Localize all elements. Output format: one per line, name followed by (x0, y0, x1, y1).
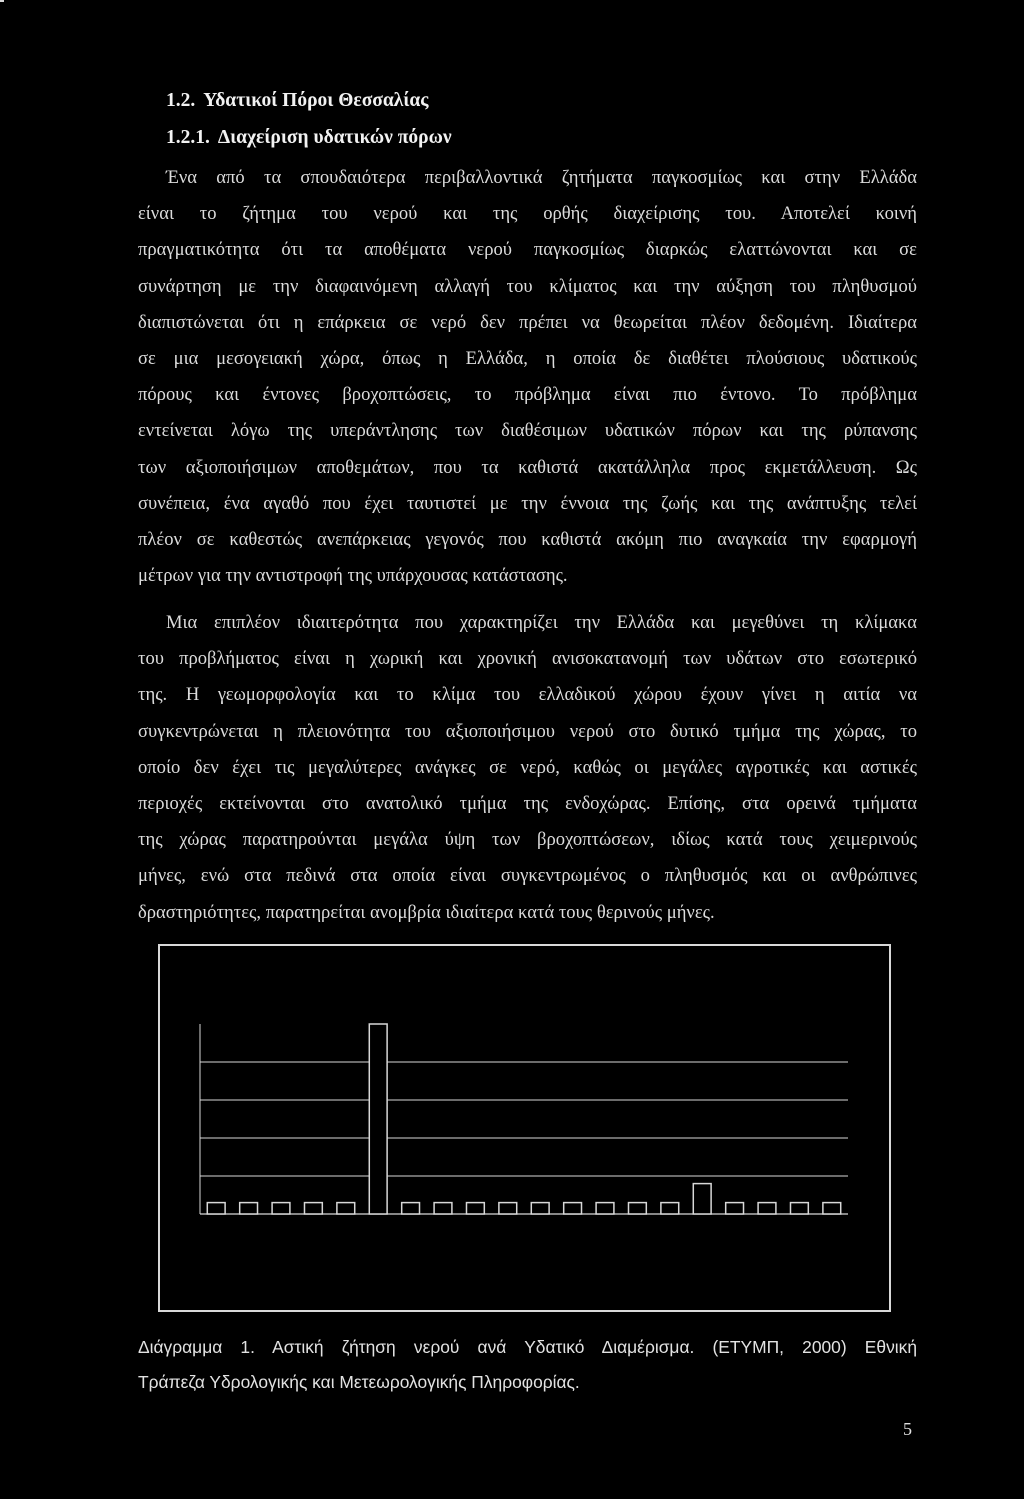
caption-line: Διάγραμμα 1. Αστική ζήτηση νερού ανά Υδατικό Διαμέρισμα. (ΕΤΥΜΠ, 2000) Εθνική (138, 1337, 917, 1357)
chart-bar (790, 1203, 808, 1214)
text-line: εντείνεται λόγω της υπεράντλησης των διαθέσιμων υδατικών πόρων και της ρύπανσης (138, 420, 917, 442)
chart-bar (661, 1203, 679, 1214)
text-line: είναι το ζήτημα του νερού και της ορθής διαχείρισης του. Αποτελεί κοινή (138, 203, 917, 225)
chart-bar (693, 1184, 711, 1214)
subsection-title: Διαχείριση υδατικών πόρων (217, 127, 452, 148)
text-line: μέτρων για την αντιστροφή της υπάρχουσας κατάστασης. (138, 565, 568, 587)
chart-bar (596, 1203, 614, 1214)
chart-bar (272, 1203, 290, 1214)
chart-svg (158, 944, 891, 1312)
text-line: συνέπεια, ένα αγαθό που έχει ταυτιστεί με την έννοια της ζωής και της ανάπτυξης τελεί (138, 492, 917, 514)
text-line: διαπιστώνεται ότι η επάρκεια σε νερό δεν πρέπει να θεωρείται πλέον δεδομένη. Ιδιαίτερα (138, 311, 917, 333)
page-number: 5 (903, 1419, 912, 1439)
chart-bar (304, 1203, 322, 1214)
section-heading (166, 90, 429, 112)
chart-bar (726, 1203, 744, 1214)
chart-bar (499, 1203, 517, 1214)
text-line: της. Η γεωμορφολογία και το κλίμα του ελλαδικού χώρου έχουν γίνει η αιτία να (138, 684, 917, 706)
water-demand-chart (158, 944, 891, 1312)
chart-bar (207, 1203, 225, 1214)
chart-bar (369, 1024, 387, 1214)
text-line: πραγματικότητα ότι τα αποθέματα νερού παγκοσμίως διαρκώς ελαττώνονται και σε (138, 239, 917, 261)
text-line: Ένα από τα σπουδαιότερα περιβαλλοντικά ζητήματα παγκοσμίως και στην Ελλάδα (166, 167, 917, 188)
chart-bar (823, 1203, 841, 1214)
text-line: Μια επιπλέον ιδιαιτερότητα που χαρακτηρίζει την Ελλάδα και μεγεθύνει τη κλίμακα (166, 612, 917, 633)
paragraph-1 (138, 160, 917, 594)
caption-line: Τράπεζα Υδρολογικής και Μετεωρολογικής Πληροφορίας. (138, 1372, 580, 1392)
text-line: σε μια μεσογειακή χώρα, όπως η Ελλάδα, η οποία δε διαθέτει πλούσιους υδατικούς (138, 347, 917, 369)
subsection-number: 1.2.1. (166, 127, 210, 148)
chart-bar (758, 1203, 776, 1214)
paragraph-2 (138, 605, 917, 931)
text-line: της χώρας παρατηρούνται μεγάλα ύψη των βροχοπτώσεων, ιδίως κατά τους χειμερινούς (138, 829, 917, 851)
text-line: πόρους και έντονες βροχοπτώσεις, το πρόβλημα είναι πιο έντονο. Το πρόβλημα (138, 384, 917, 406)
chart-bar (466, 1203, 484, 1214)
corner-mark (0, 0, 4, 2)
text-line: συνάρτηση με την διαφαινόμενη αλλαγή του κλίματος και την αύξηση του πληθυσμού (138, 275, 917, 297)
figure-caption (138, 1330, 917, 1400)
chart-bar (531, 1203, 549, 1214)
chart-bar (402, 1203, 420, 1214)
chart-bar (564, 1203, 582, 1214)
text-line: του προβλήματος είναι η χωρική και χρονική ανισοκατανομή των υδάτων στο εσωτερικό (138, 648, 917, 670)
section-number: 1.2. (166, 90, 196, 111)
text-line: δραστηριότητες, παρατηρείται ανομβρία ιδιαίτερα κατά τους θερινούς μήνες. (138, 901, 715, 923)
text-line: περιοχές εκτείνονται στο ανατολικό τμήμα της ενδοχώρας. Επίσης, στα ορεινά τμήματα (138, 792, 917, 814)
section-title: Υδατικοί Πόροι Θεσσαλίας (203, 90, 429, 111)
chart-frame (159, 945, 890, 1311)
text-line: μήνες, ενώ στα πεδινά στα οποία είναι συγκεντρωμένος ο πληθυσμός και οι ανθρώπινες (138, 865, 917, 887)
text-line: πλέον σε καθεστώς ανεπάρκειας γεγονός που καθιστά ακόμη πιο αναγκαία την εφαρμογή (138, 528, 917, 550)
chart-bar (240, 1203, 258, 1214)
chart-bar (434, 1203, 452, 1214)
subsection-heading (166, 127, 452, 149)
chart-bar (337, 1203, 355, 1214)
text-line: συγκεντρώνεται η πλειονότητα του αξιοποιήσιμου νερού στο δυτικό τμήμα της χώρας, το (138, 720, 917, 742)
text-line: οποίο δεν έχει τις μεγαλύτερες ανάγκες σε νερό, καθώς οι μεγάλες αγροτικές και αστικές (138, 756, 917, 778)
chart-bar (628, 1203, 646, 1214)
text-line: των αξιοποιήσιμων αποθεμάτων, που τα καθιστά ακατάλληλα προς εκμετάλλευση. Ως (138, 456, 917, 478)
